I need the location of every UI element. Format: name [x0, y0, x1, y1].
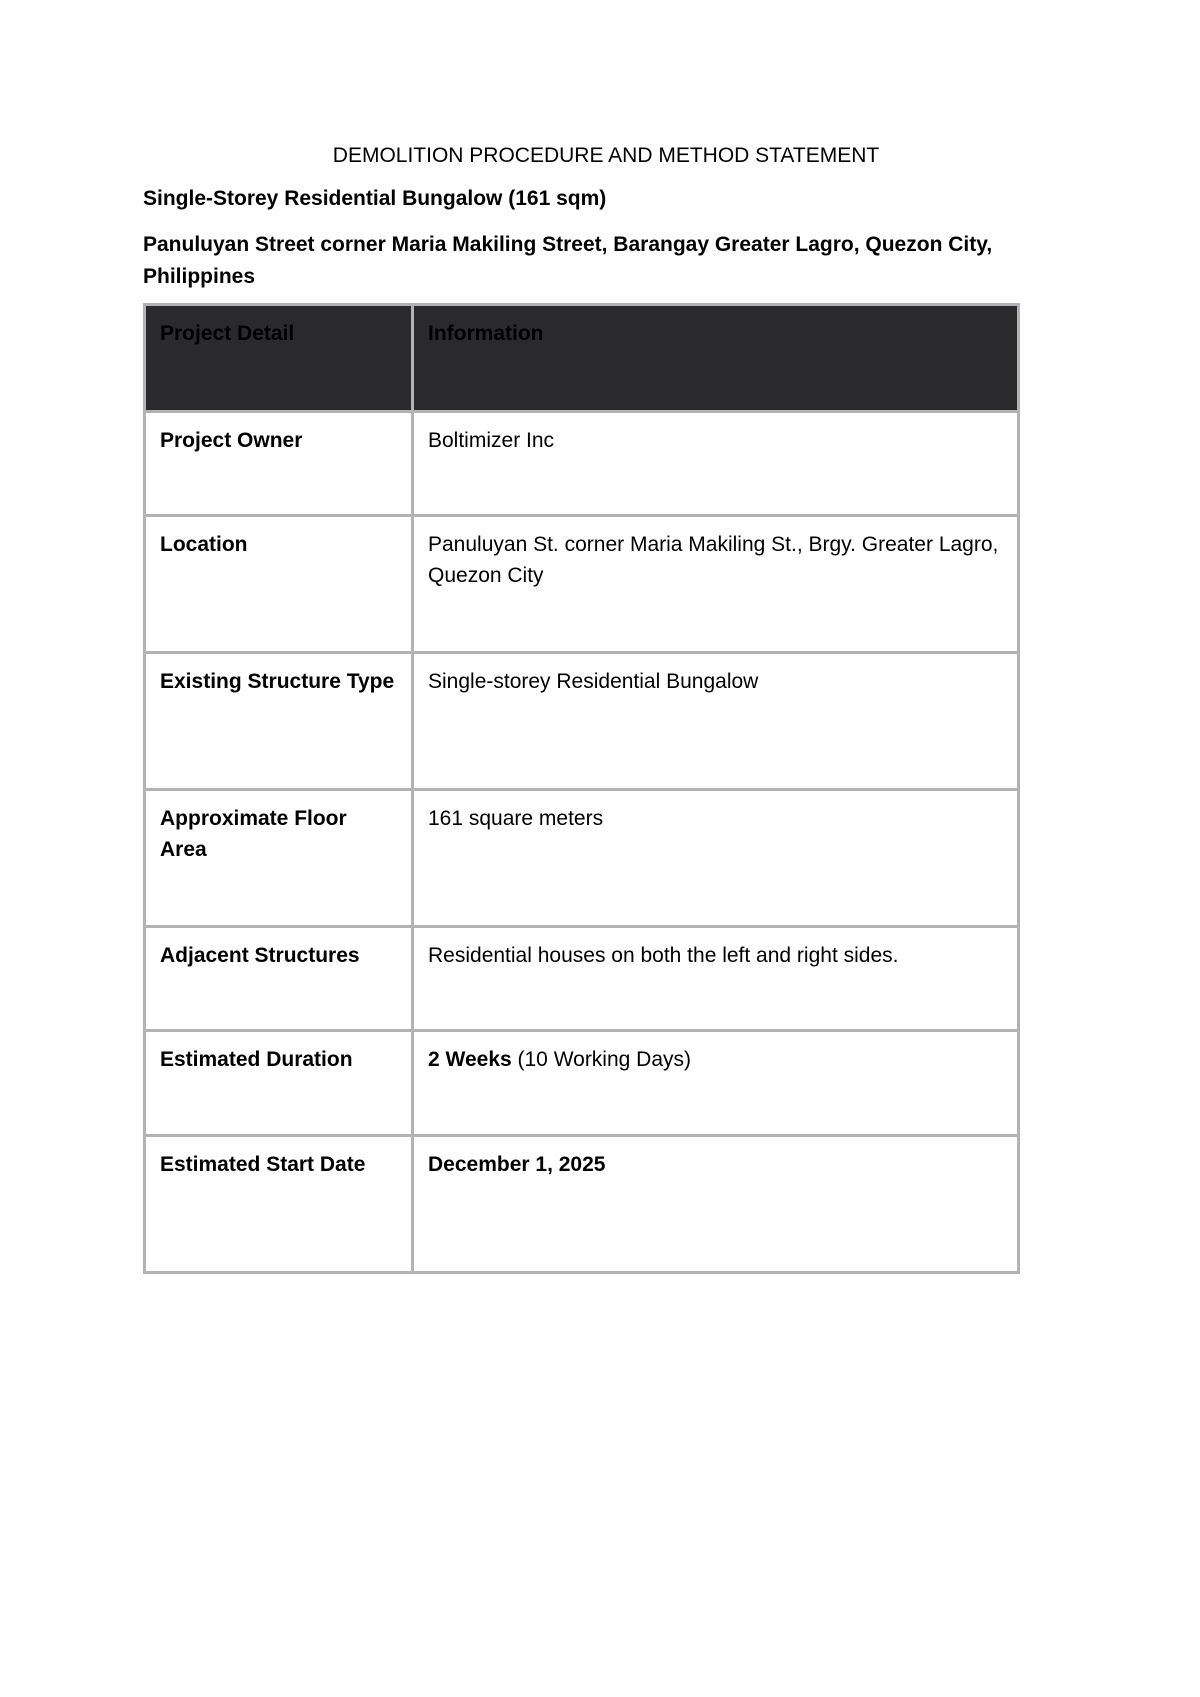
row-value-structure-type: Single-storey Residential Bungalow	[413, 653, 1019, 790]
duration-detail-text: (10 Working Days)	[511, 1048, 692, 1071]
row-label-project-owner: Project Owner	[145, 412, 413, 516]
row-value-floor-area: 161 square meters	[413, 790, 1019, 927]
project-address: Panuluyan Street corner Maria Makiling Street, Barangay Greater Lagro, Quezon City, Philippines	[143, 233, 993, 288]
row-label-floor-area: Approximate Floor Area	[145, 790, 413, 927]
row-label-adjacent-structures: Adjacent Structures	[145, 927, 413, 1031]
table-row	[145, 927, 1019, 1031]
table-header-row	[145, 305, 1019, 412]
table-row	[145, 653, 1019, 790]
row-label-structure-type: Existing Structure Type	[145, 653, 413, 790]
row-value-project-owner: Boltimizer Inc	[413, 412, 1019, 516]
row-label-location: Location	[145, 516, 413, 653]
document-title: DEMOLITION PROCEDURE AND METHOD STATEMENT	[332, 144, 880, 167]
row-value-location: Panuluyan St. corner Maria Makiling St., Brgy. Greater Lagro, Quezon City	[413, 516, 1019, 653]
header-project-detail: Project Detail	[145, 305, 413, 412]
table-row	[145, 1136, 1019, 1273]
table-row	[145, 790, 1019, 927]
header-information: Information	[413, 305, 1019, 412]
row-label-start-date: Estimated Start Date	[145, 1136, 413, 1273]
table-row	[145, 516, 1019, 653]
table-row	[145, 412, 1019, 516]
document-subtitle: Single-Storey Residential Bungalow (161 sqm)	[143, 187, 607, 210]
table-row	[145, 1031, 1019, 1136]
project-details-table	[143, 303, 1020, 1274]
row-value-estimated-duration	[413, 1031, 1019, 1136]
row-value-adjacent-structures: Residential houses on both the left and right sides.	[413, 927, 1019, 1031]
row-label-estimated-duration: Estimated Duration	[145, 1031, 413, 1136]
row-value-start-date	[413, 1136, 1019, 1273]
start-date-text: December 1, 2025	[428, 1153, 606, 1176]
duration-bold-text: 2 Weeks	[428, 1048, 512, 1071]
